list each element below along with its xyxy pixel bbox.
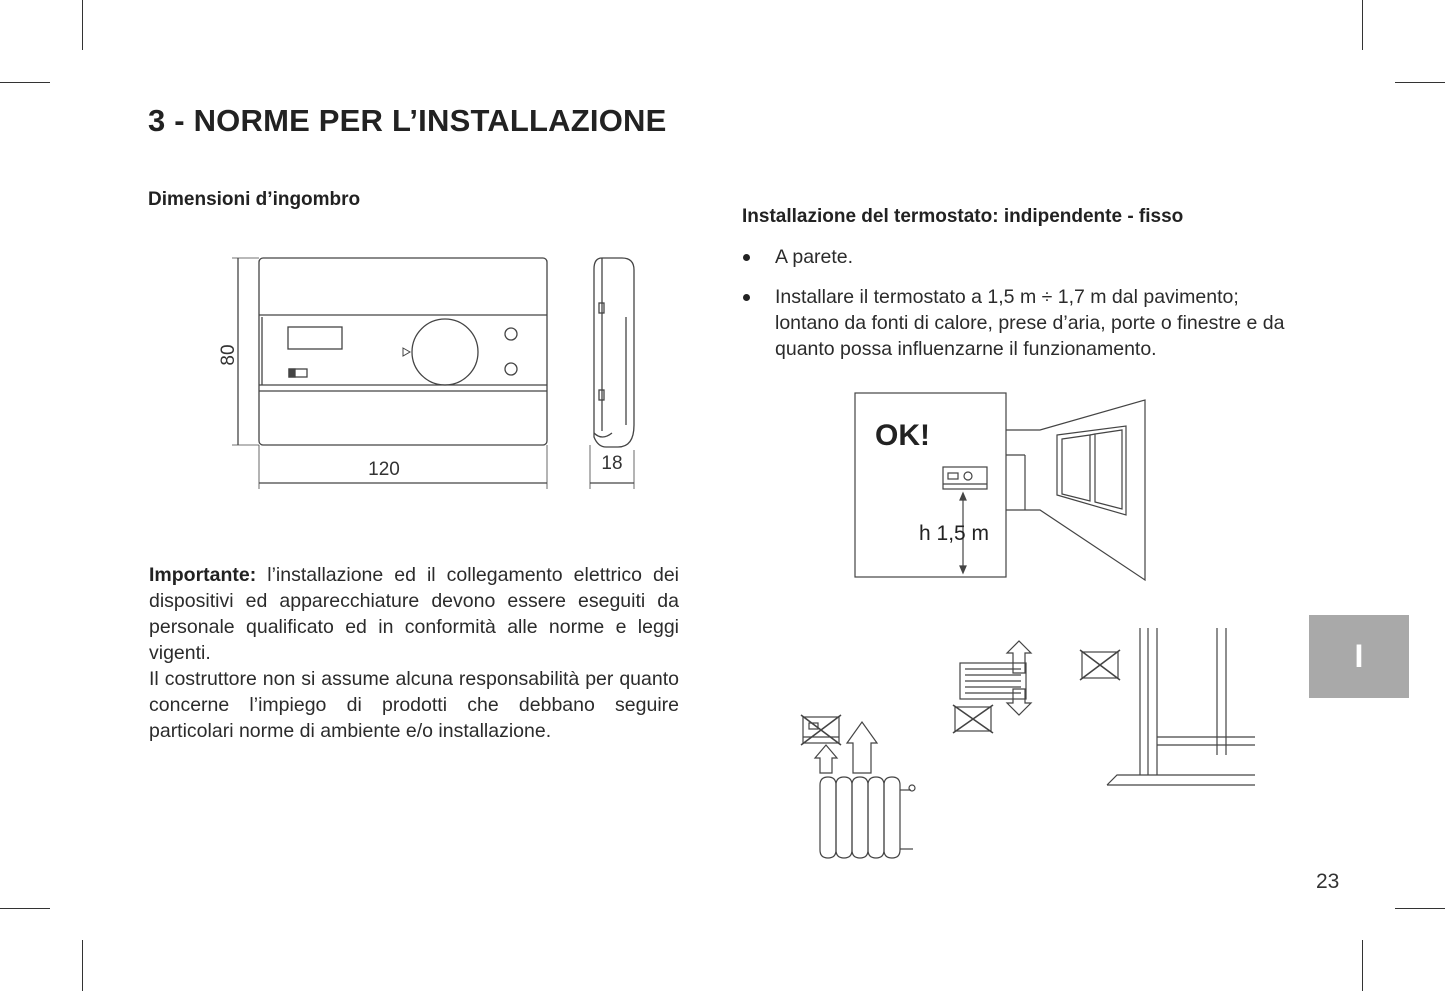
ok-label: OK! [875,419,930,452]
crop-mark [1362,940,1363,991]
list-item: A parete. [740,244,1300,270]
language-tab: I [1309,615,1409,698]
dimensions-heading: Dimensioni d’ingombro [148,189,361,210]
dial-knob [412,319,478,385]
room-illustration [850,390,1150,585]
thermostat-side-outline [594,258,634,447]
important-label: Importante: [149,564,257,586]
important-text: l’installazione ed il collegamento elettrico dei dispositivi ed apparecchiature devono essere eseguiti da personale qualificato ed in conformità alle norme e leggi vigenti. [149,564,679,664]
window-frame [1057,426,1126,515]
crop-mark [82,0,83,50]
crop-mark [1395,82,1445,83]
height-dimension-label: 80 [218,344,239,366]
crop-mark [82,940,83,991]
height-note: h 1,5 m [919,522,990,545]
page-number: 23 [1316,870,1340,893]
installation-heading: Installazione del termostato: indipendente - fisso [742,206,1184,227]
incorrect-placement-illustration [795,625,1265,865]
important-paragraph [149,562,679,666]
depth-dimension-label: 18 [601,453,623,474]
crop-mark [0,82,50,83]
crop-mark [1395,908,1445,909]
radiator-icon [820,777,915,858]
button-indicator [505,363,517,375]
heat-arrow-icon [847,722,877,773]
crop-mark [1362,0,1363,50]
dimensions-drawing [210,245,650,495]
bullet-icon [743,294,750,301]
heat-arrow-icon [815,745,837,773]
air-conditioner-icon [960,641,1031,715]
list-item: Installare il termostato a 1,5 m ÷ 1,7 m dal pavimento; lontano da fonti di calore, prese d’aria, porte o finestre e da quanto possa influenzarne il funzionamento. [740,284,1300,362]
window-door-icon [1107,628,1255,785]
crop-mark [0,908,50,909]
width-dimension-label: 120 [368,459,400,480]
page-title: 3 - NORME PER L’INSTALLAZIONE [148,103,667,138]
liability-paragraph: Il costruttore non si assume alcuna responsabilità per quanto concerne l’impiego di prodotti che debbano seguire particolari norme di ambiente e/o installazione. [149,668,679,742]
bullet-icon [743,254,750,261]
button-indicator [505,328,517,340]
display-window [288,327,342,349]
installation-list [740,244,1300,376]
